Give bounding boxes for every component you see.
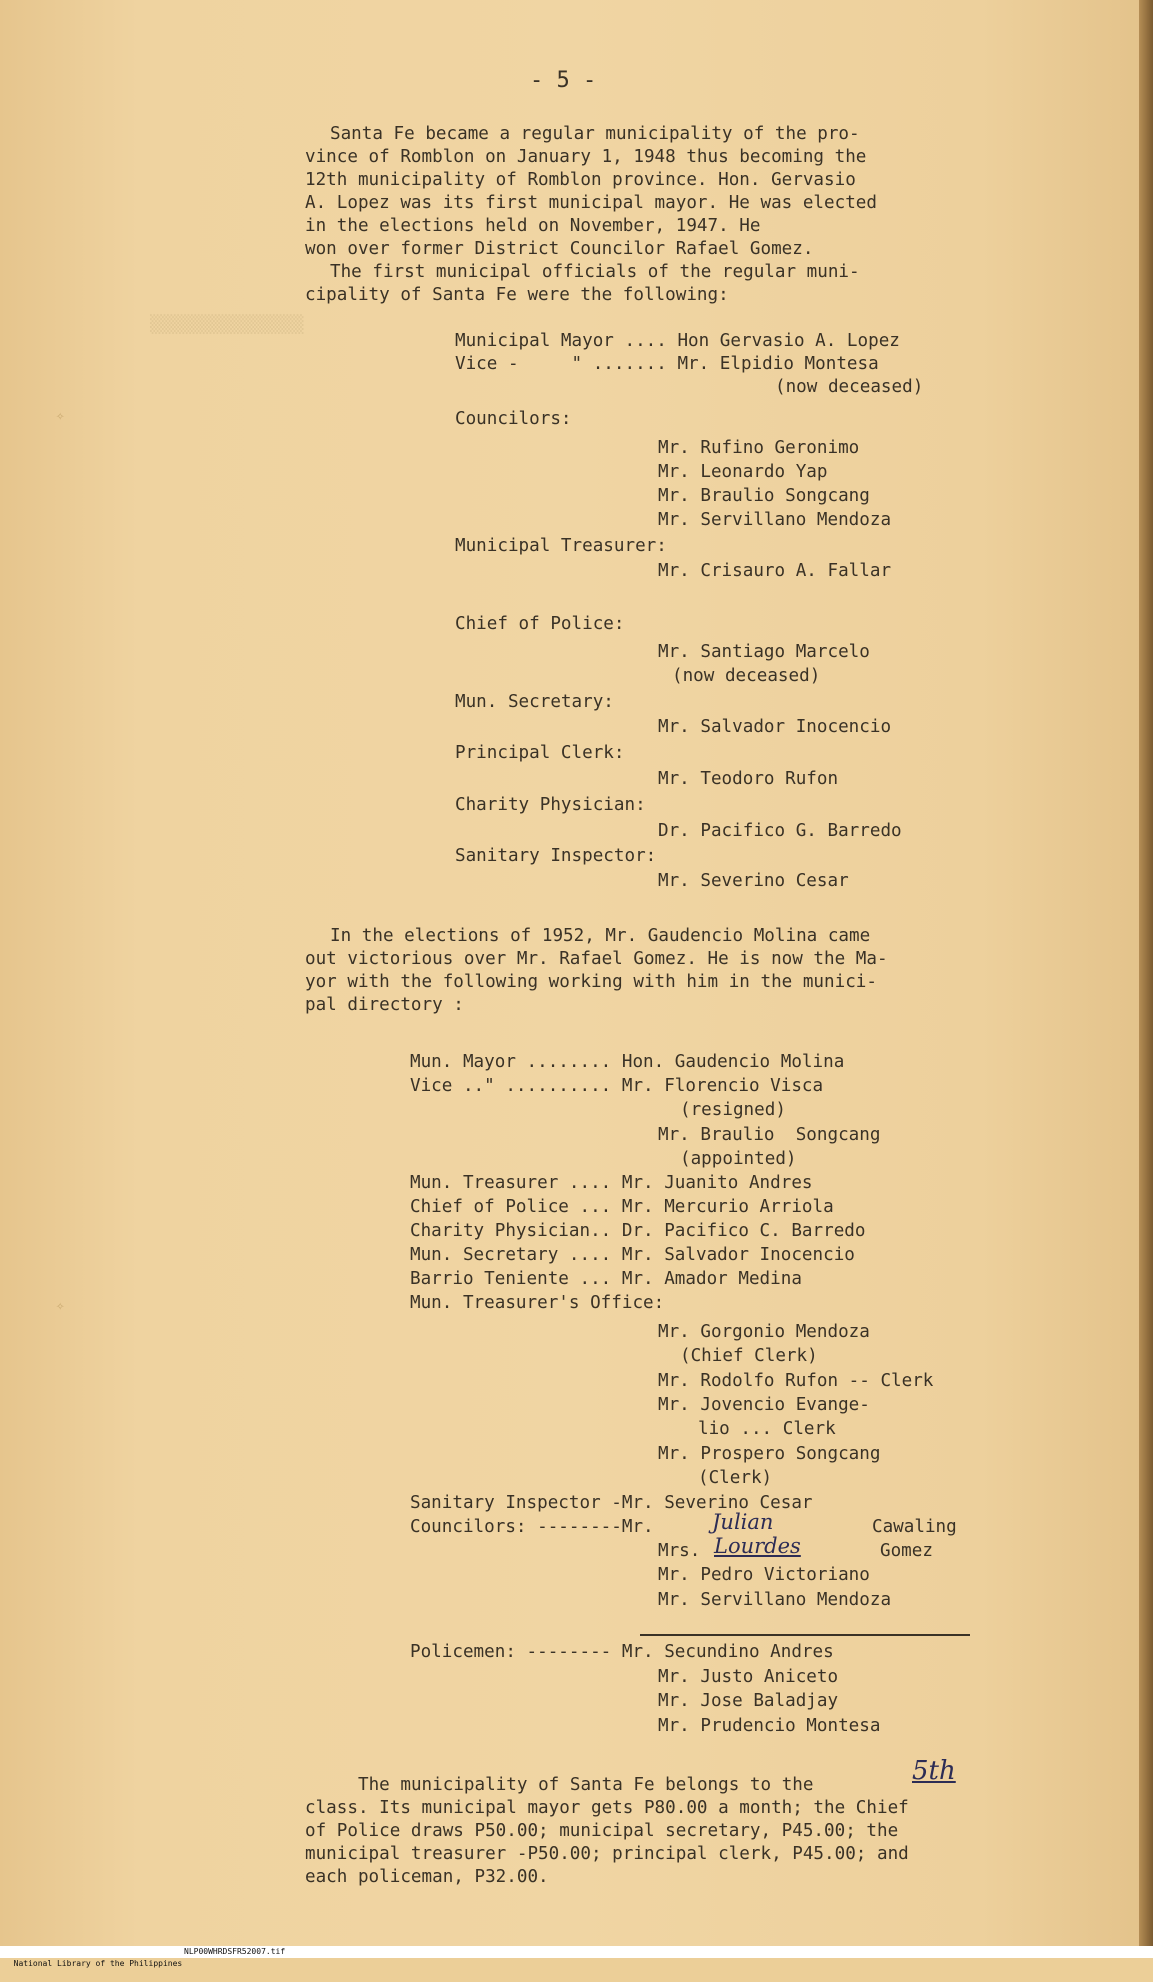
official-line: Mr. Rufino Geronimo xyxy=(658,438,860,458)
official-heading: Chief of Police: xyxy=(455,614,625,634)
official-line: Mr. Santiago Marcelo xyxy=(658,642,870,662)
directory-line: Policemen: -------- Mr. Secundino Andres xyxy=(410,1642,834,1662)
directory-line: Mun. Mayor ........ Hon. Gaudencio Molina xyxy=(410,1052,845,1072)
directory-line: Mr. Justo Aniceto xyxy=(658,1667,839,1687)
paragraph2-line: pal directory : xyxy=(305,995,464,1015)
official-line: Mr. Leonardo Yap xyxy=(658,462,828,482)
official-line: Mr. Crisauro A. Fallar xyxy=(658,561,892,581)
official-line: Mr. Braulio Songcang xyxy=(658,486,870,506)
paragraph1-line: The first municipal officials of the regular muni- xyxy=(330,262,860,282)
directory-line: Mr. Jovencio Evange- xyxy=(658,1395,870,1415)
directory-line: Mr. Servillano Mendoza xyxy=(658,1590,892,1610)
paragraph1-line: Santa Fe became a regular municipality of the pro- xyxy=(330,124,860,144)
directory-line: Mun. Secretary .... Mr. Salvador Inocencio xyxy=(410,1245,855,1265)
official-line: Dr. Pacifico G. Barredo xyxy=(658,821,902,841)
archive-footer xyxy=(0,1946,1153,1968)
official-heading: Principal Clerk: xyxy=(455,743,625,763)
official-line: Mr. Severino Cesar xyxy=(658,871,849,891)
paragraph2-line: yor with the following working with him in the munici- xyxy=(305,972,877,992)
bleed-through-texture: ▒▒▒▒▒▒▒▒▒▒▒▒▒▒▒ xyxy=(150,315,304,335)
directory-line: Mr. Jose Baladjay xyxy=(658,1691,839,1711)
handwritten-first-name: Julian xyxy=(712,1510,774,1534)
paragraph3-line: municipal treasurer -P50.00; principal clerk, P45.00; and xyxy=(305,1844,909,1864)
handwritten-class-number: 5th xyxy=(912,1756,956,1786)
handwritten-first-name: Lourdes xyxy=(714,1534,801,1558)
directory-line: Sanitary Inspector -Mr. Severino Cesar xyxy=(410,1493,813,1513)
directory-line: Mr. Pedro Victoriano xyxy=(658,1565,870,1585)
official-note: (now deceased) xyxy=(775,377,924,397)
paragraph1-line: won over former District Councilor Rafael Gomez. xyxy=(305,239,814,259)
official-line: Municipal Mayor .... Hon Gervasio A. Lopez xyxy=(455,331,900,351)
directory-line: Barrio Teniente ... Mr. Amador Medina xyxy=(410,1269,802,1289)
directory-line: Mr. Prospero Songcang xyxy=(658,1444,881,1464)
footer-file-id: NLP00WHRDSFR52007.tif xyxy=(184,1947,286,1956)
paragraph1-line: in the elections held on November, 1947. He xyxy=(305,216,761,236)
paragraph3-line: each policeman, P32.00. xyxy=(305,1867,549,1887)
directory-line: Chief of Police ... Mr. Mercurio Arriola xyxy=(410,1197,834,1217)
footer-source: National Library of the Philippines xyxy=(13,1959,183,1968)
official-heading: Charity Physician: xyxy=(455,795,646,815)
punch-mark: ✧ xyxy=(56,408,65,424)
directory-line: Mr. Braulio Songcang xyxy=(658,1125,881,1145)
directory-note: (Chief Clerk) xyxy=(680,1346,818,1366)
page-edge-shadow xyxy=(1139,0,1153,1958)
directory-line: Mun. Treasurer .... Mr. Juanito Andres xyxy=(410,1173,813,1193)
divider-rule xyxy=(640,1634,970,1636)
directory-line: Gomez xyxy=(880,1541,933,1561)
paragraph2-line: In the elections of 1952, Mr. Gaudencio Molina came xyxy=(330,926,871,946)
official-line: Vice - " ....... Mr. Elpidio Montesa xyxy=(455,354,879,374)
official-note: (now deceased) xyxy=(672,666,821,686)
official-line: Mr. Salvador Inocencio xyxy=(658,717,892,737)
paragraph3-line: of Police draws P50.00; municipal secretary, P45.00; the xyxy=(305,1821,899,1841)
directory-note: (appointed) xyxy=(680,1149,797,1169)
punch-mark: ✧ xyxy=(56,1298,65,1314)
directory-line: Mr. Prudencio Montesa xyxy=(658,1716,881,1736)
directory-line: Charity Physician.. Dr. Pacifico C. Barredo xyxy=(410,1221,866,1241)
page-number: - 5 - xyxy=(530,68,597,93)
directory-line: Cawaling xyxy=(872,1517,957,1537)
directory-line: lio ... Clerk xyxy=(698,1419,836,1439)
paragraph3-line: The municipality of Santa Fe belongs to the xyxy=(358,1775,814,1795)
paragraph1-line: cipality of Santa Fe were the following: xyxy=(305,285,729,305)
directory-note: (resigned) xyxy=(680,1100,786,1120)
directory-note: (Clerk) xyxy=(698,1468,773,1488)
directory-line: Councilors: --------Mr. xyxy=(410,1517,654,1537)
official-line: Mr. Teodoro Rufon xyxy=(658,769,839,789)
paragraph3-line: class. Its municipal mayor gets P80.00 a month; the Chief xyxy=(305,1798,909,1818)
paragraph1-line: A. Lopez was its first municipal mayor. He was elected xyxy=(305,193,877,213)
paragraph1-line: 12th municipality of Romblon province. Hon. Gervasio xyxy=(305,170,856,190)
directory-line: Mr. Rodolfo Rufon -- Clerk xyxy=(658,1371,934,1391)
official-heading: Municipal Treasurer: xyxy=(455,536,667,556)
official-heading: Sanitary Inspector: xyxy=(455,846,657,866)
paragraph1-line: vince of Romblon on January 1, 1948 thus becoming the xyxy=(305,147,867,167)
official-line: Mr. Servillano Mendoza xyxy=(658,510,892,530)
directory-line: Mr. Gorgonio Mendoza xyxy=(658,1322,870,1342)
directory-line: Vice .." .......... Mr. Florencio Visca xyxy=(410,1076,824,1096)
official-heading: Councilors: xyxy=(455,409,572,429)
directory-line: Mrs. xyxy=(658,1541,701,1561)
paragraph2-line: out victorious over Mr. Rafael Gomez. He is now the Ma- xyxy=(305,949,888,969)
directory-heading: Mun. Treasurer's Office: xyxy=(410,1293,665,1313)
official-heading: Mun. Secretary: xyxy=(455,692,614,712)
